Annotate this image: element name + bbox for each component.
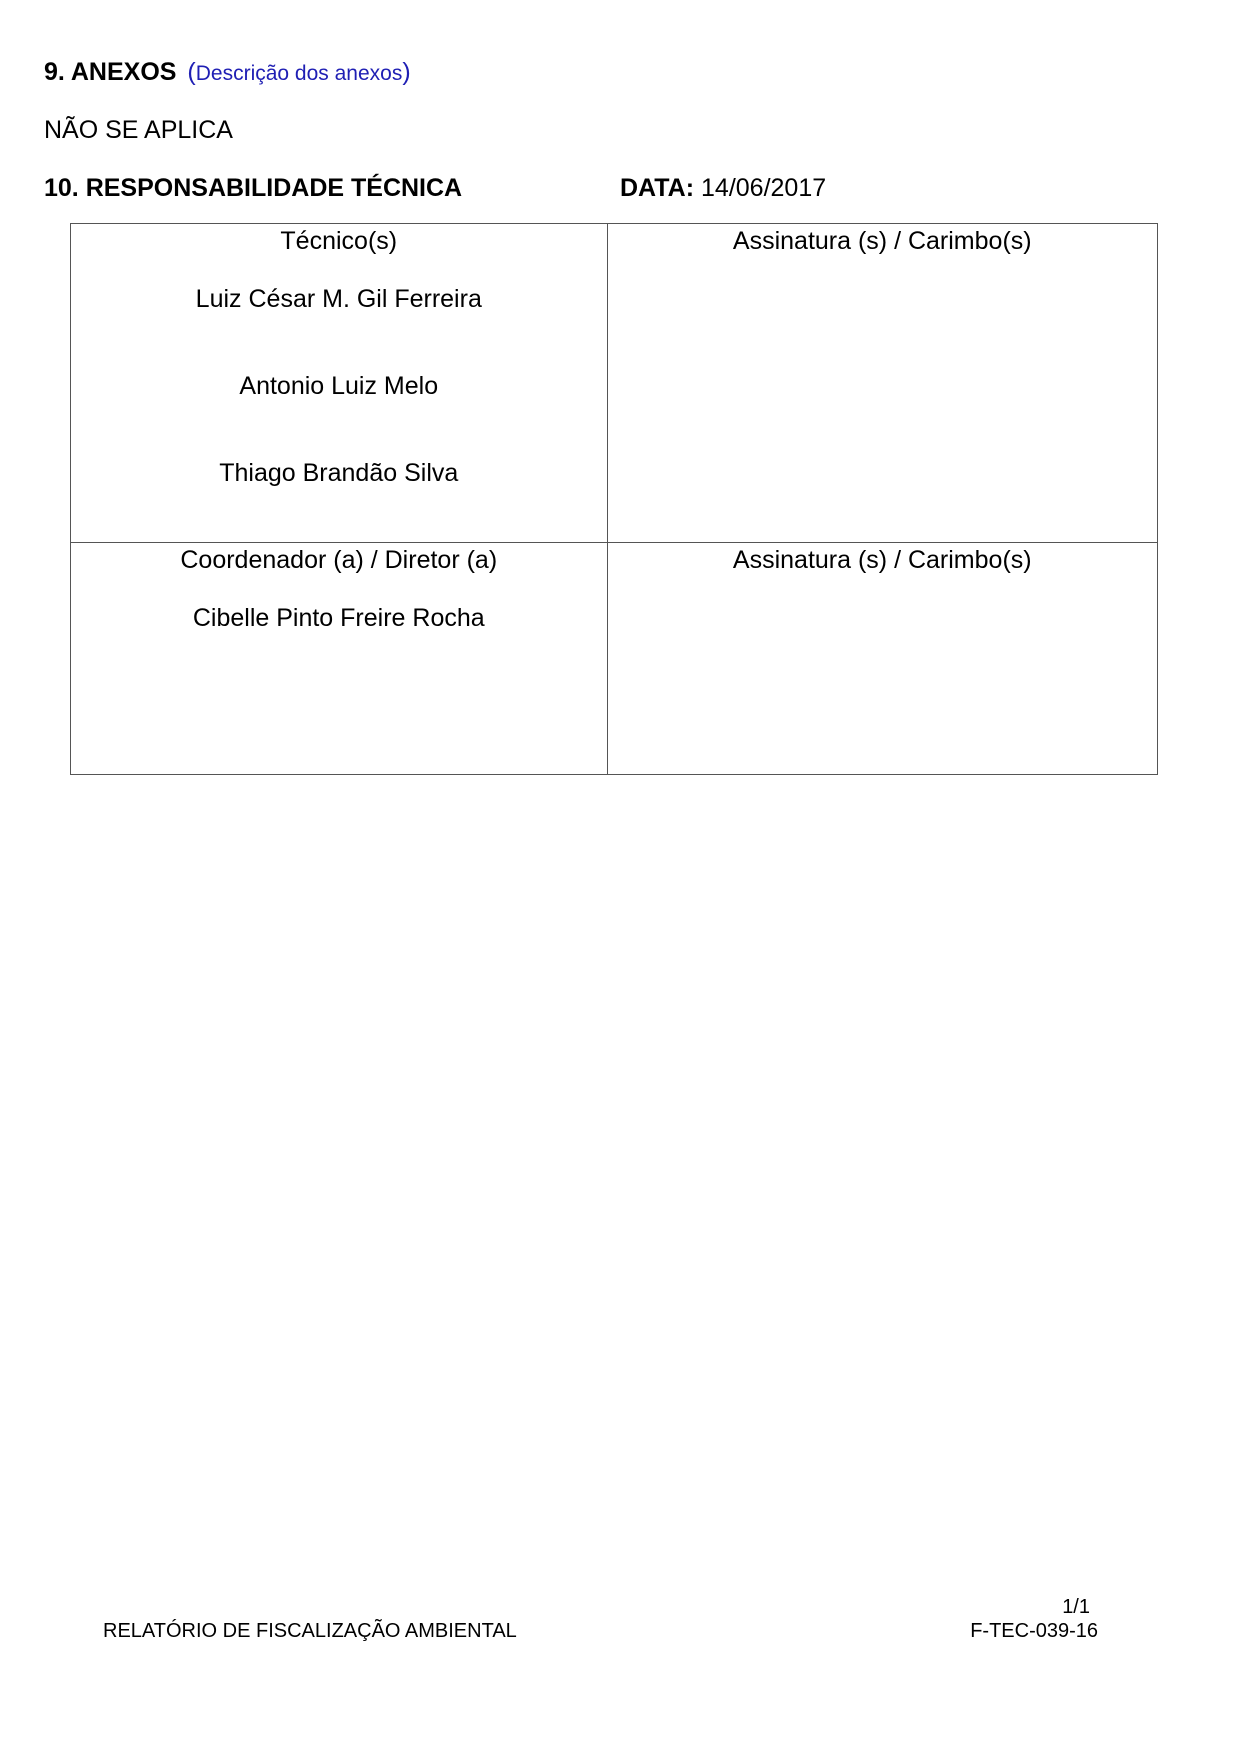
responsibility-heading: 10. RESPONSABILIDADE TÉCNICA — [44, 174, 463, 202]
coordinator-signature-cell — [607, 543, 1157, 775]
responsibility-table — [70, 223, 1158, 775]
annex-description: (Descrição dos anexos) — [187, 58, 411, 86]
technicians-cell — [71, 224, 608, 543]
annex-content: NÃO SE APLICA — [44, 116, 233, 144]
signature-header: Assinatura (s) / Carimbo(s) — [732, 546, 1032, 574]
technician-name: Antonio Luiz Melo — [239, 372, 439, 400]
coordinator-row — [71, 543, 1158, 775]
page-number: 1/1 — [1062, 1596, 1090, 1618]
report-date — [620, 174, 826, 203]
technician-name: Thiago Brandão Silva — [219, 459, 459, 487]
technicians-row — [71, 224, 1158, 543]
date-label: DATA: — [620, 174, 695, 202]
annex-section-heading — [44, 58, 411, 87]
signature-header: Assinatura (s) / Carimbo(s) — [732, 227, 1032, 255]
technicians-signature-cell — [607, 224, 1157, 543]
annex-title: 9. ANEXOS — [44, 58, 177, 86]
date-value: 14/06/2017 — [701, 174, 827, 202]
technicians-header: Técnico(s) — [280, 227, 398, 255]
footer-form-code: F-TEC-039-16 — [970, 1620, 1098, 1642]
technician-name: Luiz César M. Gil Ferreira — [195, 285, 482, 313]
coordinator-name: Cibelle Pinto Freire Rocha — [192, 604, 485, 632]
coordinator-cell — [71, 543, 608, 775]
coordinator-header: Coordenador (a) / Diretor (a) — [180, 546, 498, 574]
footer-report-name: RELATÓRIO DE FISCALIZAÇÃO AMBIENTAL — [103, 1620, 517, 1642]
